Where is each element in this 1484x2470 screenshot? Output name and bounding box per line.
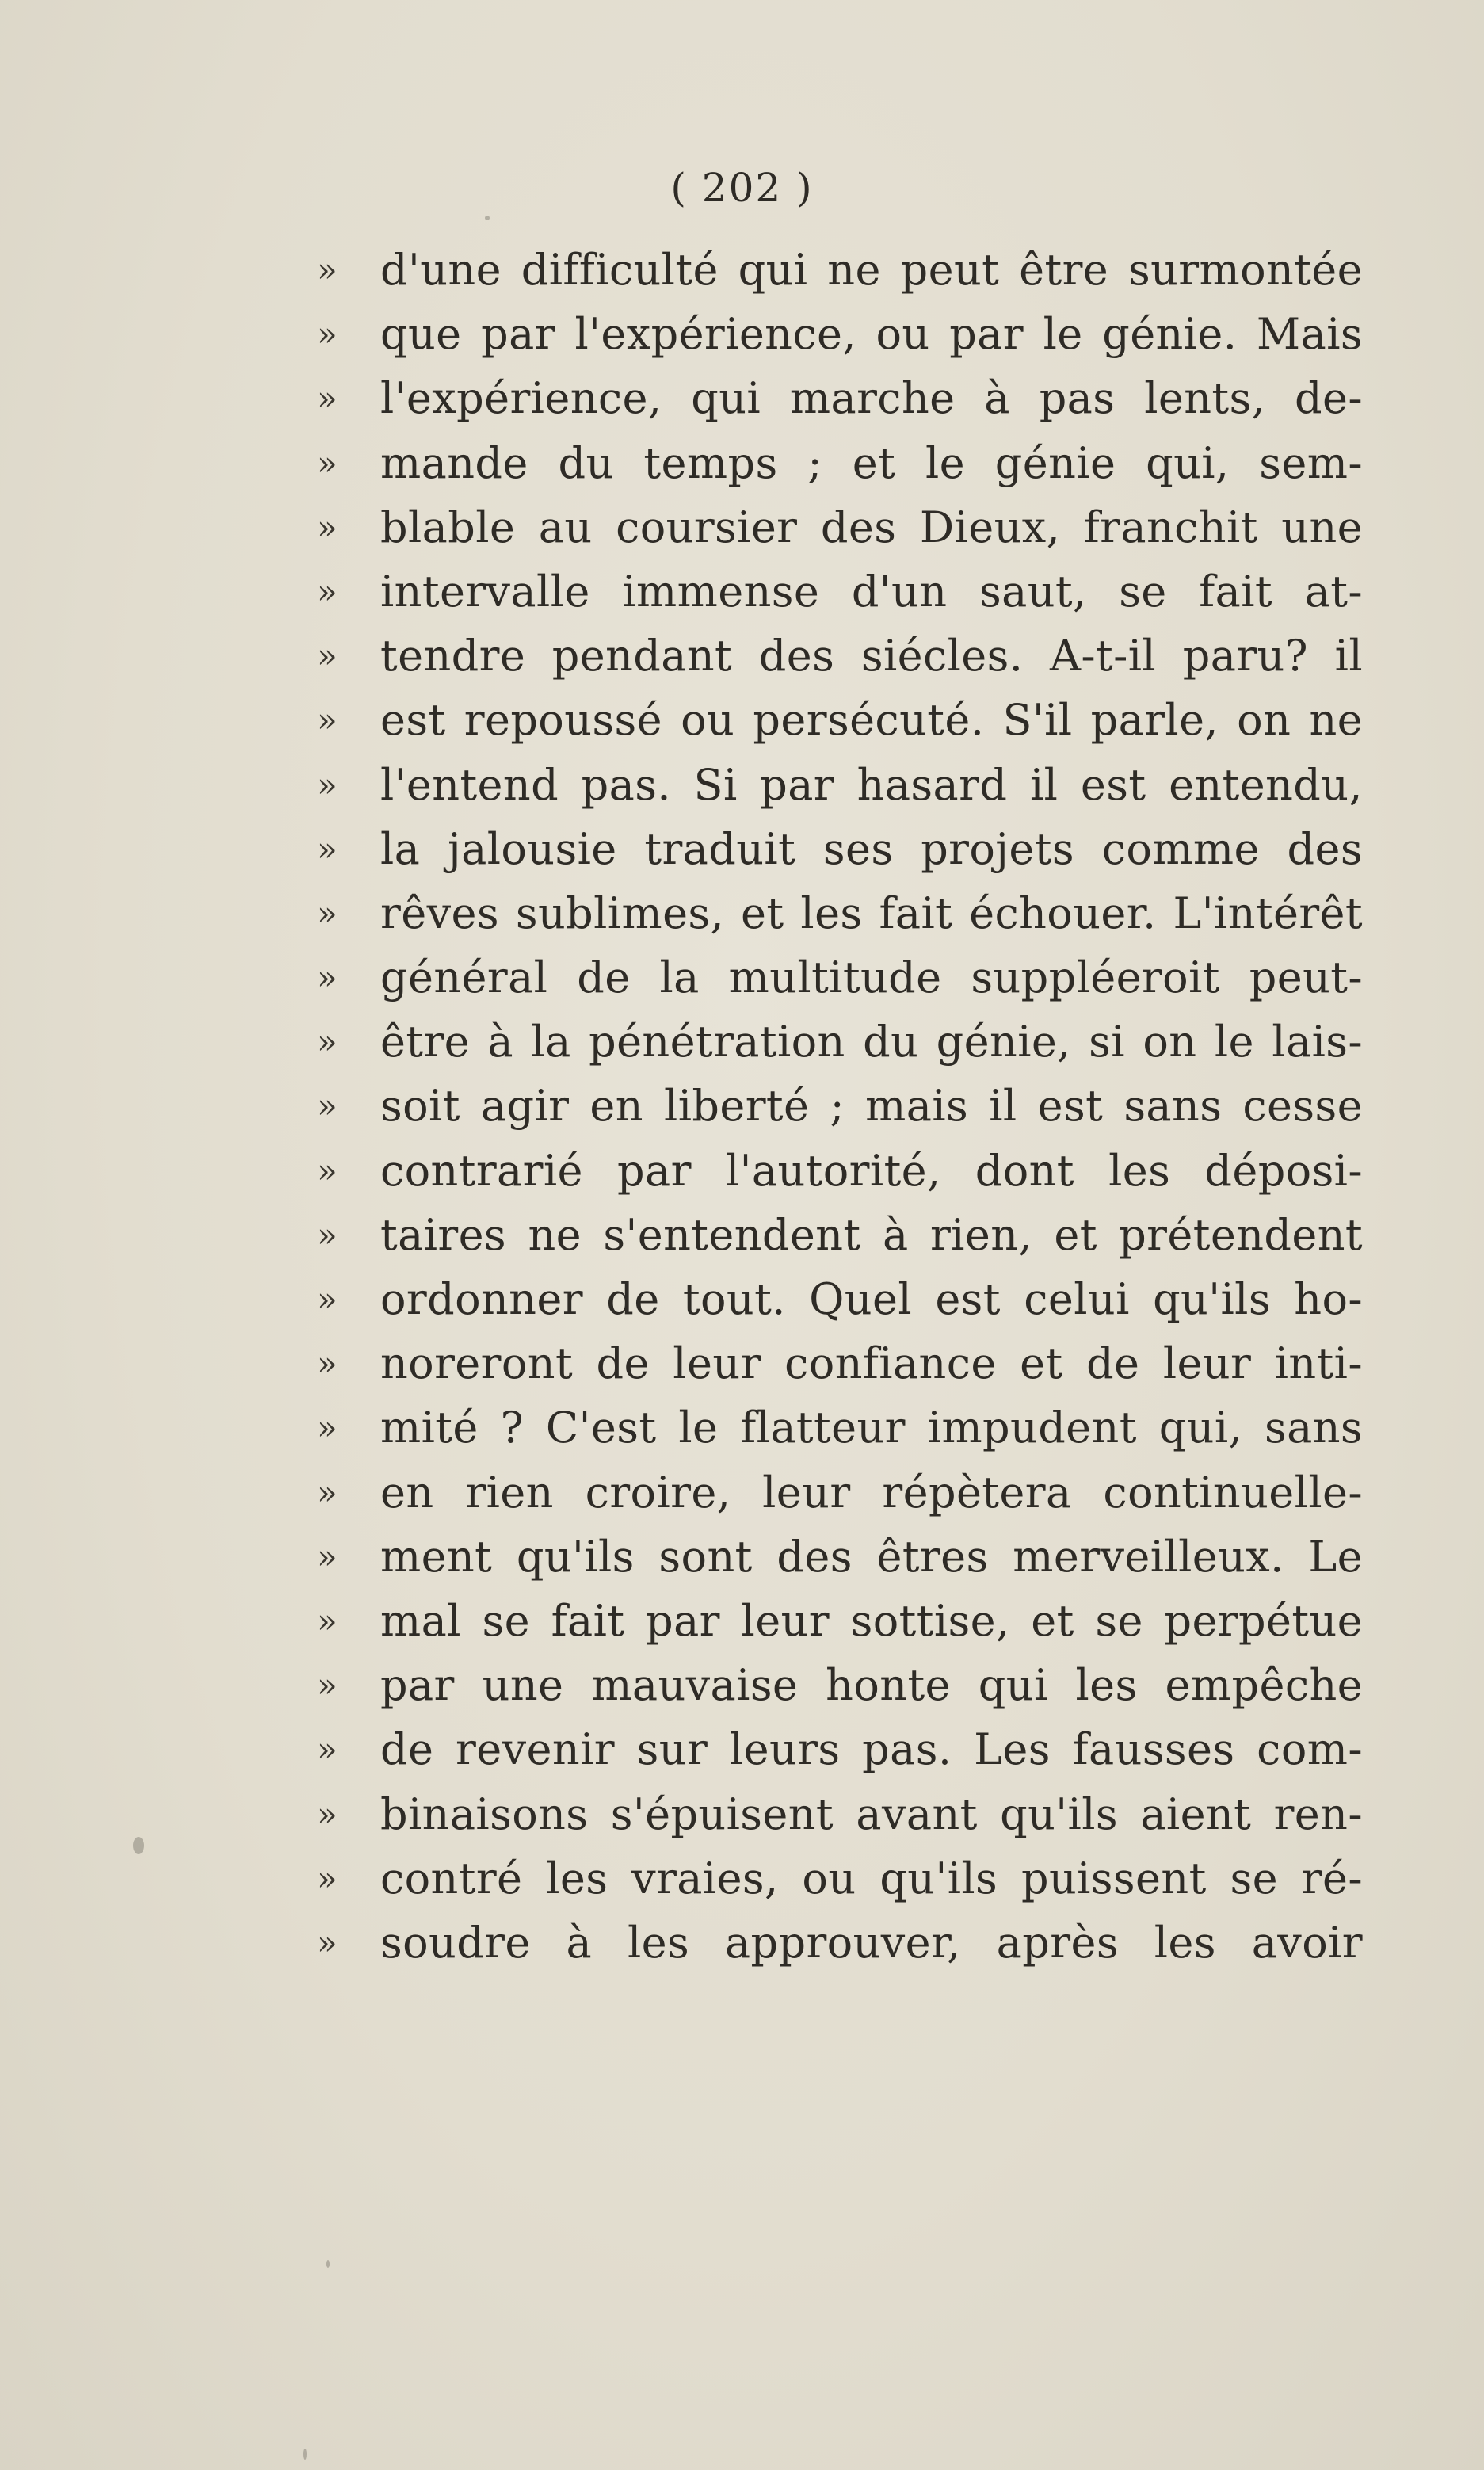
- text-line: [317, 945, 1363, 1010]
- text-line: [317, 1525, 1363, 1589]
- text-line: [317, 1203, 1363, 1267]
- text-line: [317, 1267, 1363, 1331]
- line-text: mité ? C'est le flatteur impudent qui, sans: [380, 1403, 1363, 1453]
- line-text: que par l'expérience, ou par le génie. Mais: [380, 309, 1363, 360]
- line-text: ment qu'ils sont des êtres merveilleux. Le: [380, 1531, 1363, 1582]
- line-text: en rien croire, leur répètera continuelle-: [380, 1467, 1363, 1518]
- quote-mark: »: [317, 379, 338, 418]
- line-text: soit agir en liberté ; mais il est sans cesse: [380, 1081, 1363, 1132]
- text-line: [317, 1653, 1363, 1717]
- line-text: mande du temps ; et le génie qui, sem-: [380, 437, 1363, 488]
- quote-mark: »: [317, 507, 338, 547]
- text-line: [317, 431, 1363, 495]
- quote-mark: »: [317, 701, 338, 740]
- text-line: [317, 495, 1363, 559]
- line-text: mal se fait par leur sottise, et se perpétue: [380, 1595, 1363, 1646]
- quote-mark: »: [317, 636, 338, 676]
- text-line: [317, 881, 1363, 945]
- paper-speck: [485, 216, 490, 220]
- line-text: la jalousie traduit ses projets comme des: [380, 823, 1363, 874]
- text-line: [317, 1331, 1363, 1395]
- line-text: soudre à les approuver, après les avoir: [380, 1917, 1363, 1968]
- paper-speck: [326, 2260, 330, 2268]
- quote-mark: »: [317, 1858, 338, 1898]
- body-text: [317, 238, 1363, 1975]
- quote-mark: »: [317, 315, 338, 354]
- page-number: ( 202 ): [670, 165, 814, 211]
- text-line: [317, 559, 1363, 624]
- quote-mark: »: [317, 571, 338, 611]
- text-line: [317, 1846, 1363, 1911]
- line-text: binaisons s'épuisent avant qu'ils aient ren-: [380, 1789, 1363, 1839]
- quote-mark: »: [317, 1730, 338, 1769]
- quote-mark: »: [317, 1215, 338, 1254]
- line-text: général de la multitude suppléeroit peut-: [380, 952, 1363, 1003]
- line-text: blable au coursier des Dieux, franchit une: [380, 502, 1363, 552]
- paper-speck: [303, 2449, 307, 2460]
- line-text: ordonner de tout. Quel est celui qu'ils ho-: [380, 1274, 1363, 1324]
- quote-mark: »: [317, 1408, 338, 1448]
- line-text: être à la pénétration du génie, si on le lais-: [380, 1017, 1363, 1067]
- quote-mark: »: [317, 1151, 338, 1190]
- text-line: [317, 1010, 1363, 1074]
- text-line: [317, 1139, 1363, 1203]
- quote-mark: »: [317, 1794, 338, 1834]
- line-text: contré les vraies, ou qu'ils puissent se ré-: [380, 1853, 1363, 1903]
- paper-speck: [133, 1837, 144, 1854]
- line-text: l'entend pas. Si par hasard il est entendu,: [380, 759, 1363, 810]
- quote-mark: »: [317, 958, 338, 998]
- text-line: [317, 366, 1363, 430]
- quote-mark: »: [317, 1601, 338, 1640]
- text-line: [317, 1782, 1363, 1846]
- text-line: [317, 238, 1363, 302]
- line-text: par une mauvaise honte qui les empêche: [380, 1660, 1363, 1711]
- quote-mark: »: [317, 829, 338, 869]
- text-line: [317, 688, 1363, 752]
- quote-mark: »: [317, 250, 338, 289]
- text-line: [317, 1460, 1363, 1525]
- line-text: tendre pendant des siécles. A-t-il paru? il: [380, 631, 1363, 681]
- text-line: [317, 1074, 1363, 1138]
- text-line: [317, 817, 1363, 881]
- line-text: intervalle immense d'un saut, se fait at-: [380, 566, 1363, 617]
- quote-mark: »: [317, 1666, 338, 1705]
- line-text: contrarié par l'autorité, dont les déposi-: [380, 1145, 1363, 1196]
- text-line: [317, 624, 1363, 688]
- quote-mark: »: [317, 1022, 338, 1062]
- quote-mark: »: [317, 1922, 338, 1962]
- text-line: [317, 1395, 1363, 1460]
- quote-mark: »: [317, 1537, 338, 1576]
- line-text: est repoussé ou persécuté. S'il parle, on ne: [380, 695, 1363, 746]
- quote-mark: »: [317, 765, 338, 804]
- line-text: rêves sublimes, et les fait échouer. L'intérêt: [380, 888, 1363, 938]
- text-line: [317, 1717, 1363, 1781]
- text-line: [317, 302, 1363, 366]
- line-text: noreront de leur confiance et de leur inti-: [380, 1338, 1363, 1389]
- quote-mark: »: [317, 1280, 338, 1319]
- text-line: [317, 753, 1363, 817]
- quote-mark: »: [317, 1472, 338, 1512]
- line-text: taires ne s'entendent à rien, et prétendent: [380, 1209, 1363, 1260]
- quote-mark: »: [317, 1344, 338, 1384]
- text-line: [317, 1911, 1363, 1975]
- line-text: de revenir sur leurs pas. Les fausses com-: [380, 1724, 1363, 1775]
- quote-mark: »: [317, 1086, 338, 1126]
- quote-mark: »: [317, 443, 338, 483]
- text-line: [317, 1589, 1363, 1653]
- line-text: l'expérience, qui marche à pas lents, de-: [380, 373, 1363, 424]
- quote-mark: »: [317, 893, 338, 933]
- line-text: d'une difficulté qui ne peut être surmontée: [380, 245, 1363, 295]
